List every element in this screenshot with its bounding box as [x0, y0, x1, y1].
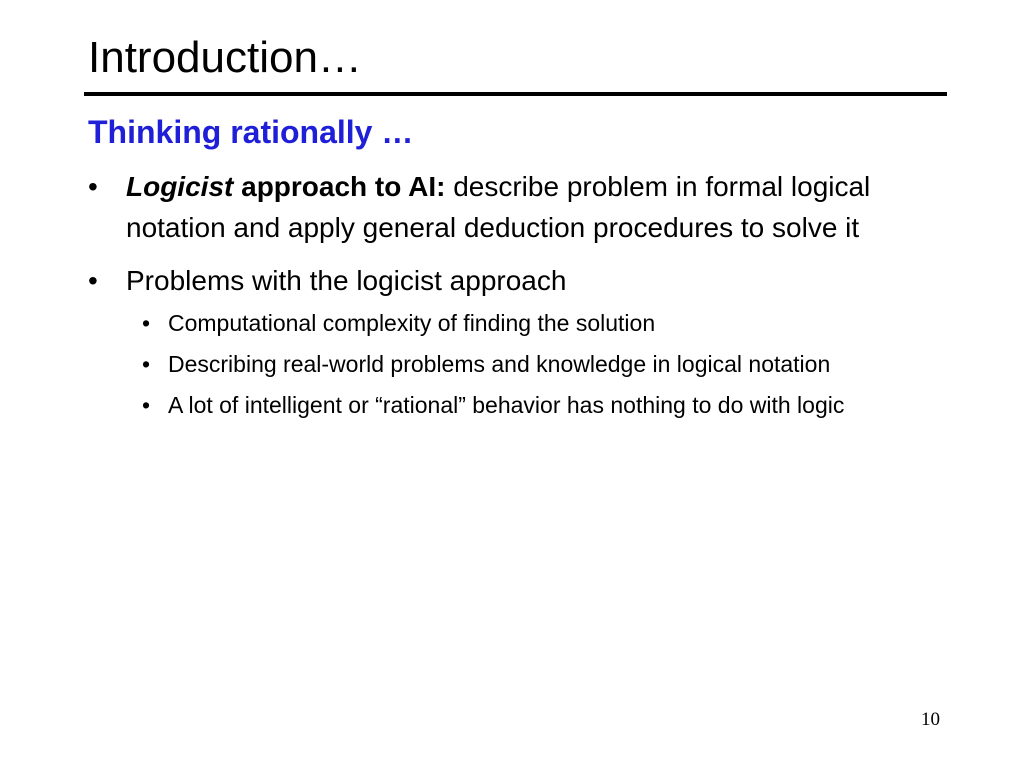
bullet-item-logicist	[88, 166, 948, 248]
sub-bullet-marker: •	[142, 310, 151, 336]
sub-bullet-text: A lot of intelligent or “rational” behavior has nothing to do with logic	[168, 392, 845, 418]
sub-bullet-item	[136, 389, 948, 422]
bullet-text: Problems with the logicist approach	[126, 265, 567, 296]
bullet-item-problems	[88, 260, 948, 301]
sub-bullet-marker: •	[142, 392, 151, 418]
sub-bullet-item	[136, 348, 948, 381]
bullet-marker: •	[88, 171, 98, 202]
bullet-text: describe problem in formal logical notation and apply general deduction procedures to solve it	[126, 171, 871, 243]
page-number: 10	[921, 709, 940, 730]
slide-subtitle: Thinking rationally …	[88, 114, 414, 150]
bullet-list	[88, 166, 948, 430]
bullet-term-bold: approach to AI:	[233, 171, 446, 202]
sub-bullet-item	[136, 307, 948, 340]
sub-bullet-marker: •	[142, 351, 151, 377]
sub-bullet-list	[88, 307, 948, 422]
title-divider	[84, 92, 947, 96]
sub-bullet-text: Computational complexity of finding the solution	[168, 310, 656, 336]
sub-bullet-text: Describing real-world problems and knowledge in logical notation	[168, 351, 831, 377]
bullet-term-italic: Logicist	[126, 171, 234, 202]
bullet-marker: •	[88, 265, 98, 296]
sub-bullet-group	[88, 307, 948, 422]
slide-title: Introduction…	[88, 33, 362, 82]
